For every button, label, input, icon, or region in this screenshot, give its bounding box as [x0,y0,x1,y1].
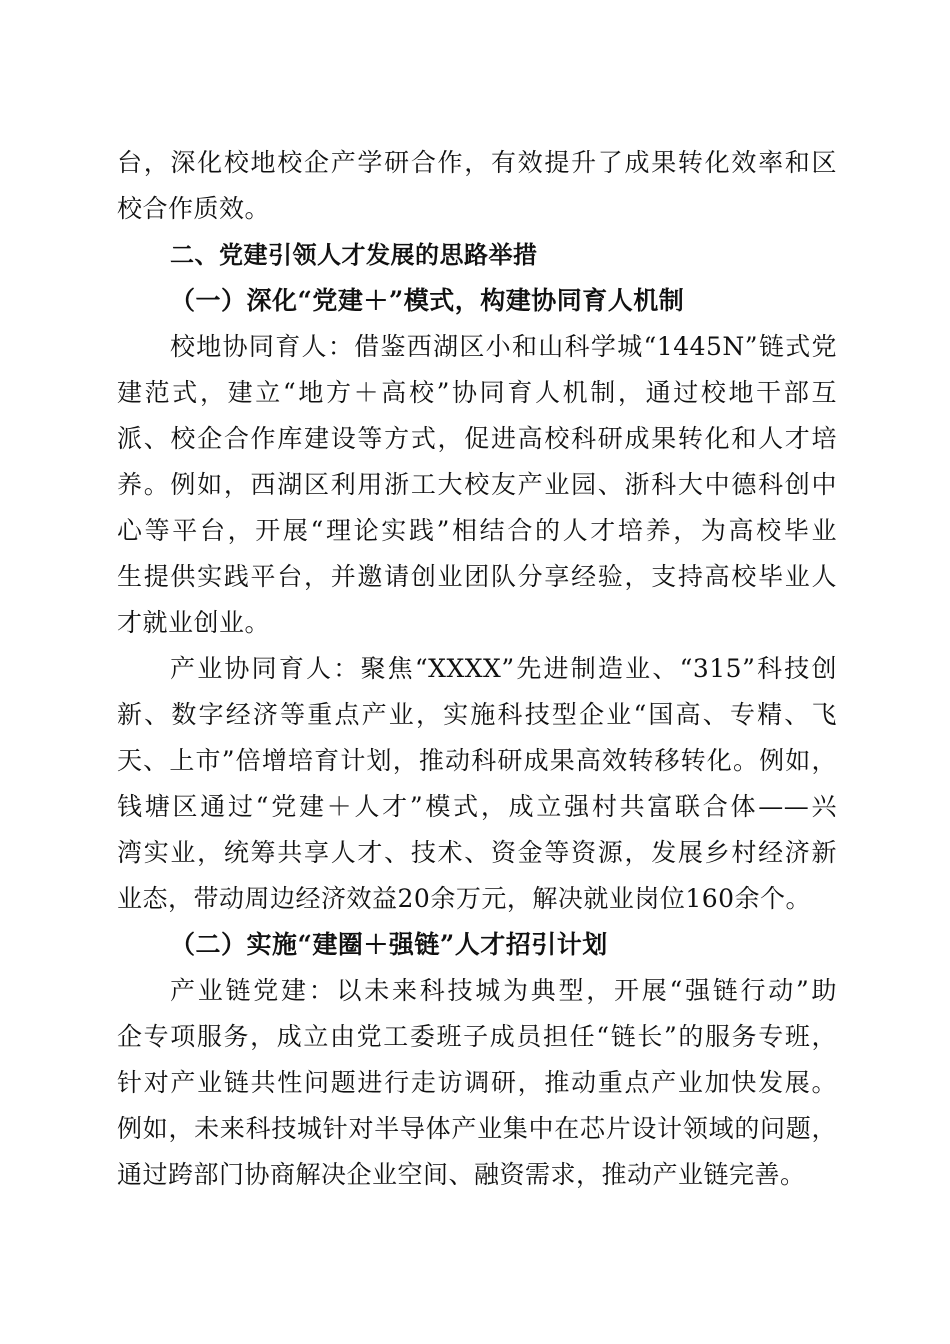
body-line: 产业协同育人：聚焦“XXXX”先进制造业、“315”科技创 [170,654,837,683]
body-line: 台，深化校地校企产学研合作，有效提升了成果转化效率和区 [117,148,837,177]
subsection-heading: （一）深化“党建＋”模式，构建协同育人机制 [170,286,685,315]
body-line: 业态，带动周边经济效益20余万元，解决就业岗位160余个。 [117,884,812,913]
body-line: 钱塘区通过“党建＋人才”模式，成立强村共富联合体——兴 [117,792,837,821]
body-line: 例如，未来科技城针对半导体产业集中在芯片设计领域的问题， [117,1114,837,1143]
body-line: 校合作质效。 [117,194,271,223]
body-line: 派、校企合作库建设等方式，促进高校科研成果转化和人才培 [117,424,837,453]
body-line: 企专项服务，成立由党工委班子成员担任“链长”的服务专班， [117,1022,837,1051]
body-line: 湾实业，统筹共享人才、技术、资金等资源，发展乡村经济新 [117,838,837,867]
body-line: 才就业创业。 [117,608,271,637]
section-heading: 二、党建引领人才发展的思路举措 [170,241,538,269]
body-line: 校地协同育人：借鉴西湖区小和山科学城“1445N”链式党 [170,332,837,361]
body-line: 心等平台，开展“理论实践”相结合的人才培养，为高校毕业 [117,516,837,545]
body-line: 天、上市”倍增培育计划，推动科研成果高效转移转化。例如， [117,746,837,775]
body-line: 新、数字经济等重点产业，实施科技型企业“国高、专精、飞 [117,700,837,729]
subsection-heading: （二）实施“建圈＋强链”人才招引计划 [170,930,608,959]
body-line: 通过跨部门协商解决企业空间、融资需求，推动产业链完善。 [117,1160,806,1189]
body-line: 养。例如，西湖区利用浙工大校友产业园、浙科大中德科创中 [117,470,837,499]
body-line: 针对产业链共性问题进行走访调研，推动重点产业加快发展。 [117,1068,837,1097]
body-line: 生提供实践平台，并邀请创业团队分享经验，支持高校毕业人 [117,562,837,591]
body-line: 产业链党建：以未来科技城为典型，开展“强链行动”助 [170,976,837,1005]
body-line: 建范式，建立“地方＋高校”协同育人机制，通过校地干部互 [117,378,837,407]
